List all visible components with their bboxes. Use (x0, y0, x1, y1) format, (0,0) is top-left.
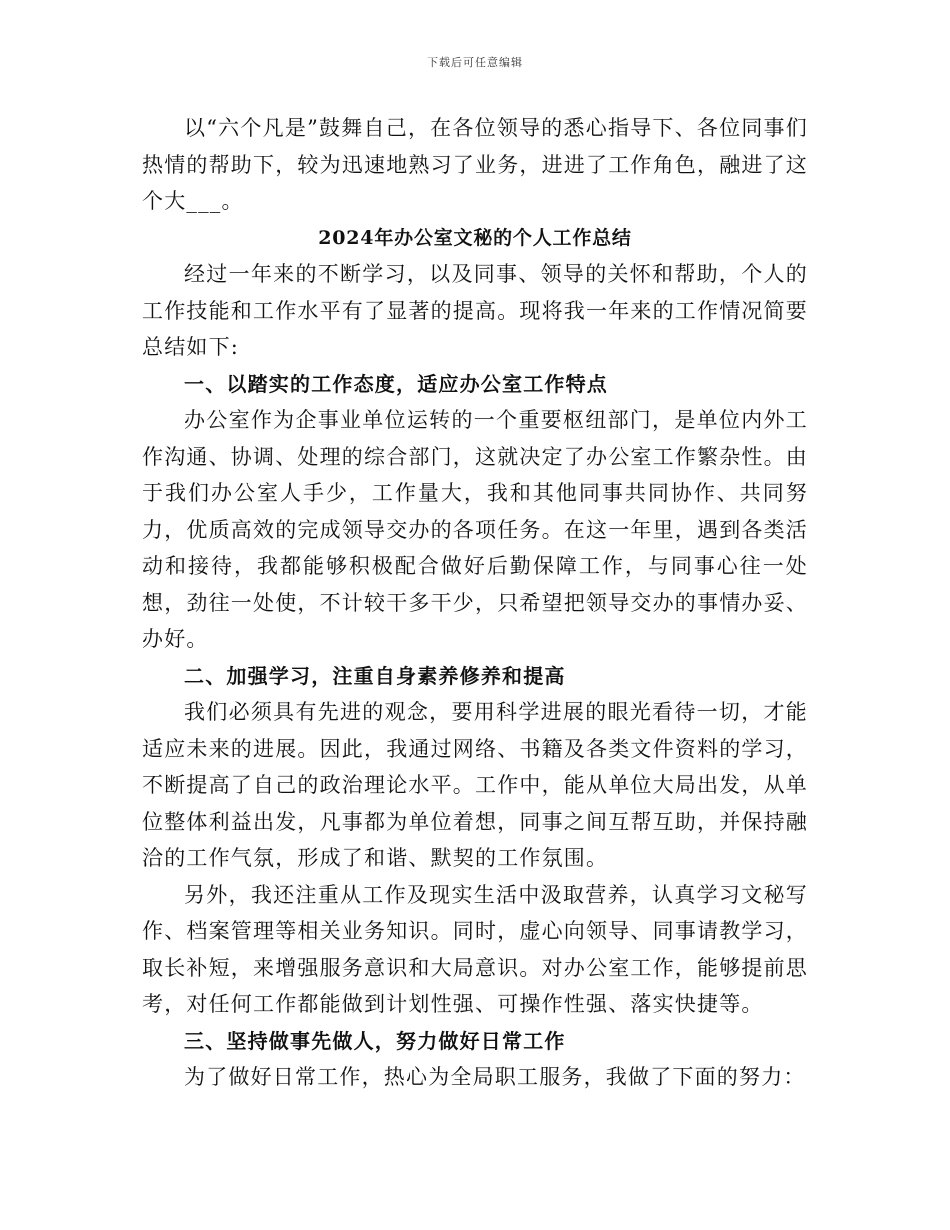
document-title: 2024年办公室文秘的个人工作总结 (318, 226, 632, 249)
document-body (142, 110, 808, 1096)
section-heading-1: 一、以踏实的工作态度，适应办公室工作特点 (184, 371, 608, 396)
section-1-paragraph-1: 办公室作为企事业单位运转的一个重要枢纽部门，是单位内外工作沟通、协调、处理的综合部门，这就决定了办公室工作繁杂性。由于我们办公室人手少，工作量大，我和其他同事共同协作、共同努力，优质高效的完成领导交办的各项任务。在这一年里，遇到各类活动和接待，我都能够积极配合做好后勤保障工作，与同事心往一处想，劲往一处使，不计较干多干少，只希望把领导交办的事情办妥、办好。 (142, 408, 808, 651)
section-2-paragraph-1: 我们必须具有先进的观念，要用科学进展的眼光看待一切，才能适应未来的进展。因此，我通过网络、书籍及各类文件资料的学习，不断提高了自己的政治理论水平。工作中，能从单位大局出发，从单位整体利益出发，凡事都为单位着想，同事之间互帮互助，并保持融洽的工作气氛，形成了和谐、默契的工作氛围。 (142, 700, 808, 870)
intro-paragraph: 以“六个凡是”鼓舞自己，在各位领导的悉心指导下、各位同事们热情的帮助下，较为迅速地熟习了业务，进进了工作角色，融进了这个大___。 (142, 116, 808, 213)
section-heading-3: 三、坚持做事先做人，努力做好日常工作 (184, 1028, 566, 1053)
section-heading-2: 二、加强学习，注重自身素养修养和提高 (184, 663, 566, 688)
section-3-paragraph-1: 为了做好日常工作，热心为全局职工服务，我做了下面的努力： (184, 1065, 806, 1089)
section-2-paragraph-2: 另外，我还注重从工作及现实生活中汲取营养，认真学习文秘写作、档案管理等相关业务知识。同时，虚心向领导、同事请教学习，取长补短，来增强服务意识和大局意识。对办公室工作，能够提前思考，对任何工作都能做到计划性强、可操作性强、落实快捷等。 (142, 882, 808, 1016)
page-header-note: 下载后可任意编辑 (427, 56, 523, 69)
opening-paragraph: 经过一年来的不断学习，以及同事、领导的关怀和帮助，个人的工作技能和工作水平有了显著的提高。现将我一年来的工作情况简要总结如下: (142, 262, 808, 359)
